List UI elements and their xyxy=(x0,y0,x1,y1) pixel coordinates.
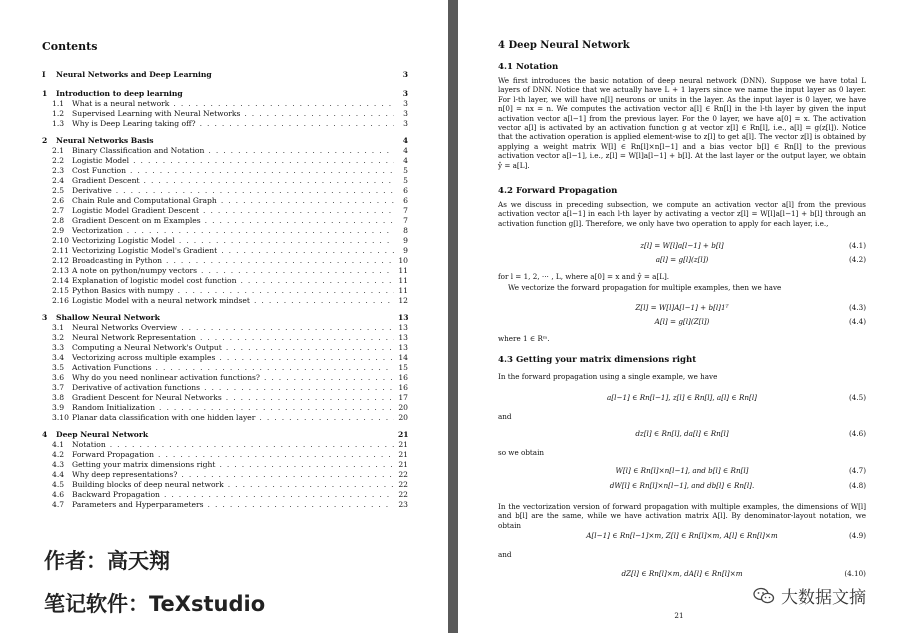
toc-entry-sec[interactable] xyxy=(42,460,408,470)
toc-leader-dots xyxy=(200,119,394,129)
toc-entry-page: 22 xyxy=(398,470,408,479)
toc-entry-title: Getting your matrix dimensions right xyxy=(72,460,216,469)
toc-leader-dots xyxy=(226,393,394,403)
toc-entry-page: 7 xyxy=(403,216,408,225)
equation-4-1: z[l] = W[l]a[l−1] + b[l] (4.1) xyxy=(640,241,866,250)
forward-propagation-text-3: We vectorize the forward propagation for multiple examples, then we have xyxy=(508,283,782,292)
toc-entry-page: 21 xyxy=(398,440,408,449)
and-text-1: and xyxy=(498,412,512,421)
wechat-icon xyxy=(753,587,775,605)
toc-entry-number: 4.2 xyxy=(52,450,65,459)
equation-4-8: dW[l] ∈ Rn[l]×n[l−1], and db[l] ∈ Rn[l]. (4.8) xyxy=(609,481,866,490)
toc-entry-sec[interactable] xyxy=(42,403,408,413)
toc-entry-sec[interactable] xyxy=(42,246,408,256)
toc-entry-number: 2.8 xyxy=(52,216,65,225)
toc-entry-page: 7 xyxy=(403,206,408,215)
toc-entry-title: Explanation of logistic model cost function xyxy=(72,276,237,285)
toc-entry-number: 3.6 xyxy=(52,373,65,382)
toc-entry-number: 3.3 xyxy=(52,343,65,352)
toc-entry-sec[interactable] xyxy=(42,256,408,266)
toc-entry-sec[interactable] xyxy=(42,393,408,403)
toc-leader-dots xyxy=(264,373,394,383)
toc-entry-page: 4 xyxy=(403,156,408,165)
toc-entry-chap[interactable] xyxy=(42,430,408,440)
toc-entry-number: 2.14 xyxy=(52,276,69,285)
toc-entry-page: 23 xyxy=(398,500,408,509)
toc-leader-dots xyxy=(204,383,394,393)
toc-entry-sec[interactable] xyxy=(42,186,408,196)
toc-entry-title: Vectorizing Logistic Model xyxy=(72,236,175,245)
toc-leader-dots xyxy=(110,440,394,450)
toc-entry-title: Vectorizing across multiple examples xyxy=(72,353,216,362)
toc-entry-number: 2.13 xyxy=(52,266,69,275)
toc-entry-title: Neural Networks Basis xyxy=(56,136,154,145)
toc-entry-sec[interactable] xyxy=(42,236,408,246)
toc-entry-sec[interactable] xyxy=(42,109,408,119)
toc-leader-dots xyxy=(127,226,394,236)
toc-leader-dots xyxy=(221,246,394,256)
toc-entry-number: 3.8 xyxy=(52,393,65,402)
toc-entry-number: 2.12 xyxy=(52,256,69,265)
toc-entry-page: 20 xyxy=(398,413,408,422)
toc-entry-number: 1.2 xyxy=(52,109,65,118)
toc-entry-number: 1.3 xyxy=(52,119,65,128)
toc-entry-page: 6 xyxy=(403,196,408,205)
toc-entry-title: Activation Functions xyxy=(72,363,152,372)
toc-leader-dots xyxy=(203,206,394,216)
toc-leader-dots xyxy=(208,500,394,510)
toc-entry-sec[interactable] xyxy=(42,500,408,510)
toc-leader-dots xyxy=(156,363,394,373)
toc-leader-dots xyxy=(219,353,394,363)
toc-entry-sec[interactable] xyxy=(42,119,408,129)
toc-entry-sec[interactable] xyxy=(42,286,408,296)
toc-entry-number: 2.6 xyxy=(52,196,65,205)
toc-entry-sec[interactable] xyxy=(42,470,408,480)
toc-entry-title: Logistic Model xyxy=(72,156,130,165)
section-heading-notation: 4.1 Notation xyxy=(498,62,559,72)
equation-4-6: dz[l] ∈ Rn[l], da[l] ∈ Rn[l] (4.6) xyxy=(635,429,866,438)
toc-entry-page: 15 xyxy=(398,363,408,372)
toc-entry-title: Introduction to deep learning xyxy=(56,89,183,98)
toc-entry-title: Gradient Descent xyxy=(72,176,140,185)
toc-entry-sec[interactable] xyxy=(42,166,408,176)
toc-entry-page: 12 xyxy=(398,296,408,305)
toc-entry-sec[interactable] xyxy=(42,383,408,393)
toc-leader-dots xyxy=(144,176,394,186)
toc-leader-dots xyxy=(181,323,394,333)
toc-entry-page: 20 xyxy=(398,403,408,412)
page-number: 21 xyxy=(674,611,684,620)
toc-entry-page: 16 xyxy=(398,383,408,392)
watermark xyxy=(753,583,866,608)
toc-entry-part[interactable] xyxy=(42,70,408,80)
toc-leader-dots xyxy=(173,99,394,109)
toc-entry-number: 2.11 xyxy=(52,246,69,255)
toc-entry-number: 3.7 xyxy=(52,383,65,392)
toc-entry-page: 17 xyxy=(398,393,408,402)
toc-leader-dots xyxy=(200,333,394,343)
toc-leader-dots xyxy=(116,186,394,196)
toc-entry-number: 4.1 xyxy=(52,440,65,449)
toc-entry-number: 2.16 xyxy=(52,296,69,305)
toc-entry-number: 2.5 xyxy=(52,186,65,195)
toc-entry-number: 1.1 xyxy=(52,99,65,108)
toc-entry-title: Cost Function xyxy=(72,166,126,175)
toc-entry-sec[interactable] xyxy=(42,206,408,216)
toc-entry-sec[interactable] xyxy=(42,296,408,306)
toc-leader-dots xyxy=(166,256,394,266)
toc-entry-title: Derivative of activation functions xyxy=(72,383,201,392)
toc-entry-page: 21 xyxy=(398,450,408,459)
toc-entry-title: Logistic Model with a neural network mindset xyxy=(72,296,250,305)
toc-entry-title: Parameters and Hyperparameters xyxy=(72,500,204,509)
toc-entry-number: 2.4 xyxy=(52,176,65,185)
vectorization-paragraph: In the vectorization version of forward propagation with multiple examples, the dimensions of W[l] and b[l] are the same, while we have activation matrix A[l]. By denominator-layout notation, we obtain xyxy=(498,502,866,530)
chapter-heading: 4 Deep Neural Network xyxy=(498,40,630,51)
toc-entry-sec[interactable] xyxy=(42,99,408,109)
toc-entry-sec[interactable] xyxy=(42,363,408,373)
toc-leader-dots xyxy=(208,146,394,156)
toc-leader-dots xyxy=(205,216,394,226)
toc-page xyxy=(0,0,448,633)
toc-entry-page: 13 xyxy=(398,343,408,352)
toc-entry-title: Vectorization xyxy=(72,226,123,235)
toc-entry-title: Building blocks of deep neural network xyxy=(72,480,224,489)
toc-entry-page: 14 xyxy=(398,353,408,362)
toc-entry-page: 21 xyxy=(398,430,409,439)
toc-entry-title: Chain Rule and Computational Graph xyxy=(72,196,217,205)
toc-entry-title: Binary Classification and Notation xyxy=(72,146,205,155)
toc-entry-number: 2 xyxy=(42,136,48,145)
toc-entry-number: 3 xyxy=(42,313,48,322)
toc-entry-sec[interactable] xyxy=(42,226,408,236)
toc-entry-title: Why do you need nonlinear activation functions? xyxy=(72,373,260,382)
toc-entry-number: 2.15 xyxy=(52,286,69,295)
forward-propagation-paragraph: As we discuss in preceding subsection, we compute an activation vector a[l] from the previous activation vector a[l−1] in each l-th layer by activating a vector z[l] = W[l]a[l−1] + b[l] through an activation function g[l]. Therefore, we only have two operation to apply for each layer, i.e., xyxy=(498,200,866,228)
toc-entry-page: 5 xyxy=(403,176,408,185)
forward-propagation-text-4: where 1 ∈ Rᵐ. xyxy=(498,334,550,343)
toc-entry-sec[interactable] xyxy=(42,440,408,450)
toc-entry-number: 3.9 xyxy=(52,403,65,412)
toc-entry-title: Why deep representations? xyxy=(72,470,178,479)
contents-title: Contents xyxy=(42,40,98,53)
toc-leader-dots xyxy=(130,166,394,176)
toc-entry-title: Random Initialization xyxy=(72,403,156,412)
toc-entry-page: 3 xyxy=(403,99,408,108)
toc-entry-number: 4.4 xyxy=(52,470,65,479)
toc-entry-title: Planar data classification with one hidden layer xyxy=(72,413,256,422)
toc-entry-page: 11 xyxy=(398,276,408,285)
equation-4-5: a[l−1] ∈ Rn[l−1], z[l] ∈ Rn[l], a[l] ∈ Rn[l] (4.5) xyxy=(607,393,866,402)
toc-entry-page: 13 xyxy=(398,333,408,342)
toc-entry-page: 8 xyxy=(403,226,408,235)
toc-entry-title: A note on python/numpy vectors xyxy=(72,266,198,275)
and-text-2: and xyxy=(498,550,512,559)
toc-leader-dots xyxy=(178,286,394,296)
toc-entry-title: Computing a Neural Network's Output xyxy=(72,343,222,352)
toc-entry-page: 9 xyxy=(403,246,408,255)
toc-entry-sec[interactable] xyxy=(42,323,408,333)
toc-leader-dots xyxy=(159,403,394,413)
toc-entry-page: 11 xyxy=(398,286,408,295)
toc-entry-number: 2.7 xyxy=(52,206,65,215)
toc-entry-number: 2.9 xyxy=(52,226,65,235)
toc-leader-dots xyxy=(181,470,394,480)
toc-entry-sec[interactable] xyxy=(42,450,408,460)
toc-entry-sec[interactable] xyxy=(42,353,408,363)
toc-leader-dots xyxy=(241,276,395,286)
forward-propagation-text-2: for l = 1, 2, ⋯ , L, where a[0] = x and ŷ = a[L]. xyxy=(498,272,670,281)
toc-entry-number: 4.3 xyxy=(52,460,65,469)
toc-entry-page: 3 xyxy=(403,109,408,118)
toc-entry-number: 3.4 xyxy=(52,353,65,362)
toc-entry-page: 22 xyxy=(398,490,408,499)
toc-entry-title: Backward Propagation xyxy=(72,490,160,499)
toc-entry-title: Supervised Learning with Neural Networks xyxy=(72,109,241,118)
chapter-page xyxy=(458,0,900,633)
toc-entry-number: 3.5 xyxy=(52,363,65,372)
toc-entry-chap[interactable] xyxy=(42,89,408,99)
toc-entry-page: 4 xyxy=(402,136,408,145)
toc-entry-sec[interactable] xyxy=(42,156,408,166)
toc-entry-sec[interactable] xyxy=(42,216,408,226)
toc-leader-dots xyxy=(228,480,394,490)
toc-entry-title: Gradient Descent on m Examples xyxy=(72,216,201,225)
toc-entry-sec[interactable] xyxy=(42,196,408,206)
toc-entry-number: 4 xyxy=(42,430,48,439)
toc-entry-title: Broadcasting in Python xyxy=(72,256,163,265)
toc-entry-number: 2.2 xyxy=(52,156,65,165)
toc-leader-dots xyxy=(164,490,394,500)
software-line: 笔记软件：TeXstudio xyxy=(44,592,266,616)
toc-entry-page: 4 xyxy=(403,146,408,155)
toc-entry-number: 2.3 xyxy=(52,166,65,175)
toc-entry-number: I xyxy=(42,70,46,79)
toc-entry-sec[interactable] xyxy=(42,480,408,490)
toc-leader-dots xyxy=(179,236,394,246)
toc-entry-title: Neural Networks and Deep Learning xyxy=(56,70,212,79)
equation-4-10: dZ[l] ∈ Rn[l]×m, dA[l] ∈ Rn[l]×m (4.10) xyxy=(621,569,866,578)
toc-entry-page: 16 xyxy=(398,373,408,382)
toc-entry-sec[interactable] xyxy=(42,343,408,353)
toc-entry-sec[interactable] xyxy=(42,333,408,343)
toc-entry-sec[interactable] xyxy=(42,266,408,276)
so-we-obtain-text: so we obtain xyxy=(498,448,545,457)
section-heading-forward-propagation: 4.2 Forward Propagation xyxy=(498,186,618,196)
toc-entry-page: 3 xyxy=(403,119,408,128)
toc-entry-number: 4.5 xyxy=(52,480,65,489)
toc-entry-page: 21 xyxy=(398,460,408,469)
toc-entry-title: What is a neural network xyxy=(72,99,170,108)
toc-entry-chap[interactable] xyxy=(42,313,408,323)
watermark-text: 大数据文摘 xyxy=(781,588,866,608)
toc-entry-title: Vectorizing Logistic Model's Gradient xyxy=(72,246,218,255)
toc-leader-dots xyxy=(219,460,394,470)
equation-4-4: A[l] = g[l](Z[l]) (4.4) xyxy=(654,317,866,326)
toc-entry-number: 2.10 xyxy=(52,236,69,245)
toc-entry-title: Derivative xyxy=(72,186,112,195)
section-heading-matrix-dimensions: 4.3 Getting your matrix dimensions right xyxy=(498,355,697,365)
toc-entry-title: Gradient Descent for Neural Networks xyxy=(72,393,222,402)
toc-leader-dots xyxy=(244,109,394,119)
toc-entry-title: Why is Deep Learing taking off? xyxy=(72,119,196,128)
toc-entry-title: Shallow Neural Network xyxy=(56,313,160,322)
toc-entry-number: 2.1 xyxy=(52,146,65,155)
toc-leader-dots xyxy=(201,266,394,276)
toc-entry-page: 6 xyxy=(403,186,408,195)
toc-entry-title: Neural Network Representation xyxy=(72,333,196,342)
toc-entry-page: 5 xyxy=(403,166,408,175)
toc-entry-sec[interactable] xyxy=(42,490,408,500)
equation-4-3: Z[l] = W[l]A[l−1] + b[l]1ᵀ (4.3) xyxy=(635,303,866,312)
toc-leader-dots xyxy=(259,413,394,423)
notation-paragraph: We first introduces the basic notation of deep neural network (DNN). Suppose we have total L layers of DNN. Notice that we actually have L + 1 layers since we name the input layer as 0 layer. For l-th layer, we will have n[l] neurons or units in the layer. As the input layer is 0 layer, we have n[0] = nx = n. We computes the activation vector a[l] ∈ Rn[l] in the l-th layer by given the input activation vector a[l−1] from the previous layer. For the 0 layer, we have a[0] = x. The activation vector a[l] is activated by an activation function g at vector z[l] ∈ Rn[l], i.e., a[l] = g(z[l]). Notice that the activation operation is applied element-wise to z[l] to get a[l]. The vector z[l] is obtained by applying a weight matrix W[l] ∈ Rn[l]×n[l−1] and a bias vector b[l] ∈ Rn[l] to the previous activation vector a[l−1], i.e., z[l] = W[l]a[l−1] + b[l]. At the last layer or the output layer, we obtain ŷ = a[L]. xyxy=(498,76,866,170)
toc-leader-dots xyxy=(254,296,394,306)
toc-entry-number: 4.7 xyxy=(52,500,65,509)
toc-leader-dots xyxy=(158,450,394,460)
toc-entry-page: 13 xyxy=(398,313,409,322)
toc-entry-number: 3.1 xyxy=(52,323,65,332)
toc-entry-title: Logistic Model Gradient Descent xyxy=(72,206,200,215)
toc-entry-title: Notation xyxy=(72,440,106,449)
toc-entry-page: 9 xyxy=(403,236,408,245)
author-line: 作者：高天翔 xyxy=(44,549,170,573)
toc-entry-page: 3 xyxy=(402,70,408,79)
table-of-contents xyxy=(42,70,408,510)
toc-entry-number: 1 xyxy=(42,89,48,98)
toc-entry-page: 13 xyxy=(398,323,408,332)
toc-entry-page: 22 xyxy=(398,480,408,489)
toc-leader-dots xyxy=(221,196,394,206)
toc-entry-sec[interactable] xyxy=(42,276,408,286)
toc-entry-sec[interactable] xyxy=(42,373,408,383)
toc-entry-title: Forward Propagation xyxy=(72,450,155,459)
toc-entry-page: 3 xyxy=(402,89,408,98)
toc-entry-sec[interactable] xyxy=(42,176,408,186)
toc-entry-title: Python Basics with numpy xyxy=(72,286,174,295)
toc-entry-page: 11 xyxy=(398,266,408,275)
toc-entry-sec[interactable] xyxy=(42,146,408,156)
toc-entry-number: 4.6 xyxy=(52,490,65,499)
toc-entry-sec[interactable] xyxy=(42,413,408,423)
toc-entry-title: Deep Neural Network xyxy=(56,430,149,439)
toc-leader-dots xyxy=(226,343,394,353)
toc-entry-chap[interactable] xyxy=(42,136,408,146)
toc-entry-number: 3.2 xyxy=(52,333,65,342)
equation-4-9: A[l−1] ∈ Rn[l−1]×m, Z[l] ∈ Rn[l]×m, A[l] ∈ Rn[l]×m (4.9) xyxy=(586,531,866,540)
equation-4-2: a[l] = g[l](z[l]) (4.2) xyxy=(655,255,866,264)
equation-4-7: W[l] ∈ Rn[l]×n[l−1], and b[l] ∈ Rn[l] (4.7) xyxy=(615,466,866,475)
toc-entry-page: 10 xyxy=(398,256,408,265)
toc-entry-number: 3.10 xyxy=(52,413,69,422)
toc-leader-dots xyxy=(133,156,394,166)
matrix-dimensions-paragraph: In the forward propagation using a single example, we have xyxy=(498,372,718,381)
toc-entry-title: Neural Networks Overview xyxy=(72,323,178,332)
